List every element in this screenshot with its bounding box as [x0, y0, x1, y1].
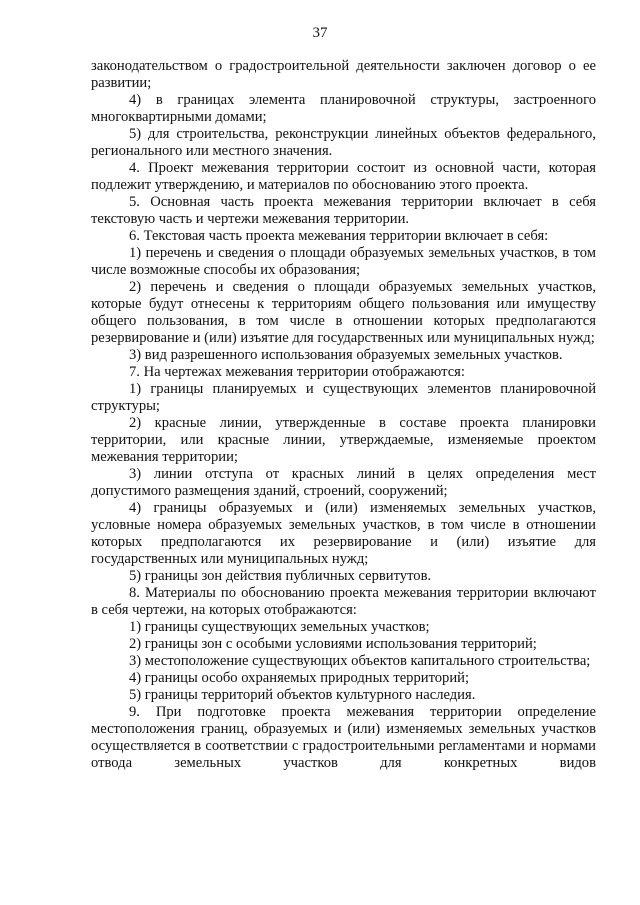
paragraph-14: 4) границы образуемых и (или) изменяемых земельных участков, условные номера образуемых земельных участков, в том числе в отношении которых предполагаются их резервирование и (или) изъятие для государственных или муниципальных нужд;	[91, 500, 596, 567]
document-body	[91, 58, 596, 772]
paragraph-3: 5) для строительства, реконструкции линейных объектов федерального, регионального или местного значения.	[91, 126, 596, 159]
paragraph-16: 8. Материалы по обоснованию проекта межевания территории включают в себя чертежи, на которых отображаются:	[91, 585, 596, 618]
paragraph-19: 3) местоположение существующих объектов капитального строительства;	[129, 653, 591, 669]
paragraph-10: 7. На чертежах межевания территории отображаются:	[129, 364, 465, 380]
paragraph-6: 6. Текстовая часть проекта межевания территории включает в себя:	[129, 228, 549, 244]
paragraph-13: 3) линии отступа от красных линий в целях определения мест допустимого размещения зданий, строений, сооружений;	[91, 466, 596, 499]
paragraph-8: 2) перечень и сведения о площади образуемых земельных участков, которые будут отнесены к территориям общего пользования или имуществу общего пользования, в том числе в отношении которых предполагаются резервирование и (или) изъятие для государственных или муниципальных нужд;	[91, 279, 596, 346]
paragraph-20: 4) границы особо охраняемых природных территорий;	[129, 670, 470, 686]
paragraph-2: 4) в границах элемента планировочной структуры, застроенного многоквартирными домами;	[91, 92, 596, 125]
paragraph-22: 9. При подготовке проекта межевания территории определение местоположения границ, образуемых и (или) изменяемых земельных участков осуществляется в соответствии с градостроительными регламентами и нормами отвода земельных участков для конкретных видов	[91, 704, 596, 771]
paragraph-5: 5. Основная часть проекта межевания территории включает в себя текстовую часть и чертежи межевания территории.	[91, 194, 596, 227]
paragraph-17: 1) границы существующих земельных участков;	[129, 619, 430, 635]
paragraph-7: 1) перечень и сведения о площади образуемых земельных участков, в том числе возможные способы их образования;	[91, 245, 596, 278]
paragraph-4: 4. Проект межевания территории состоит из основной части, которая подлежит утверждению, и материалов по обоснованию этого проекта.	[91, 160, 596, 193]
page-number: 37	[312, 25, 328, 41]
paragraph-1: законодательством о градостроительной деятельности заключен договор о ее развитии;	[91, 58, 596, 91]
paragraph-18: 2) границы зон с особыми условиями использования территорий;	[129, 636, 537, 652]
paragraph-9: 3) вид разрешенного использования образуемых земельных участков.	[129, 347, 563, 363]
paragraph-11: 1) границы планируемых и существующих элементов планировочной структуры;	[91, 381, 596, 414]
paragraph-12: 2) красные линии, утвержденные в составе проекта планировки территории, или красные линии, утверждаемые, изменяемые проектом межевания территории;	[91, 415, 596, 465]
paragraph-21: 5) границы территорий объектов культурного наследия.	[129, 687, 476, 703]
paragraph-15: 5) границы зон действия публичных сервитутов.	[129, 568, 432, 584]
